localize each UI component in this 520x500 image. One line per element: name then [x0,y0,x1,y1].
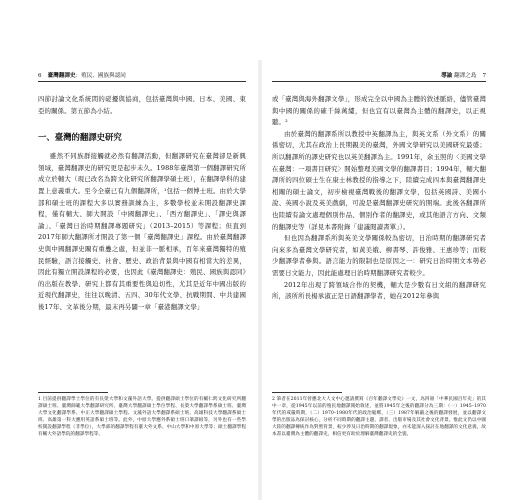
left-running-title [48,71,126,81]
right-page-number: 7 [482,73,486,79]
left-page-number: 6 [38,73,42,79]
left-header-rule [38,81,246,82]
right-paragraph-4: 2012年出現了跨領域合作的契機，輔大是少數有日文組的翻譯研究所，該所所長楊承淑正是日語翻譯學者，她在2012年參與 [272,280,486,301]
right-paragraph-2: 由於臺灣的翻譯系所以教授中英翻譯為主，與英文系（外文系）的關係密切，尤其在政治上長期親美的臺灣，外國文學研究以美國研究最盛；所以翻譯所的譯史研究也以英美翻譯為主。1991年，余玉照的〈美國文學在臺灣：一項書目研究〉開始整理美國文學的翻譯書目；1994年，輔大翻譯所的四位碩士生在康士林教授的指導之下，陸續完成四本與臺灣翻譯史相關的碩士論文，初步檢視臺灣戰後的翻譯文學，包括英國詩、美國小說、英國小說及英美戲劇，可說是臺灣翻譯史研究的開端。此後各翻譯所也陸續有論文處理個別作品、個別作者的翻譯史，或其他語言方向、文類的翻譯史等（詳見本書附錄「建議閱讀書單」）。 [272,129,486,231]
right-header-rule [272,81,486,82]
right-footnotes [272,392,486,439]
left-footnote-rule [38,392,108,393]
right-continued-paragraph: 或「臺灣與海外翻譯文學」，形成完全以中國為主體的敘述脈絡，儘管臺灣與中國的關係的確千絲萬縷，但也宜有以臺灣為主體的翻譯史，以正視聽。² [272,95,486,127]
right-footnote-rule [272,392,342,393]
footnote-2: 2 筆者在2011年曾應北大人文中心邀請撰寫《百年翻譯文學史》一文，為四冊「中華民國百年史」的其中一章，從1945年以前的殖民地翻譯開始敘述，並將1945年之後的翻譯分為三期：（一）1945–1970年代的戒嚴時期，（二）1970–1980年代的政治鬆綁，（三）1987年解嚴之後的翻譯發展，並以翻譯文學的出版品為探討核心，分析不同時期的翻譯主題、譯者、出版市場及其社會文化背景。惟此文仍以中國大陸的翻譯傳統作為對照背景，較少涉及日治時期的翻譯現象，亦未能深入探討在地翻譯的文化意義，故本書以臺灣為主體的翻譯史，相信更有助於理解臺灣翻譯史的全貌。 [272,397,486,438]
left-footnotes [38,392,246,439]
right-body [272,94,486,303]
left-running-title-rest: ：殖民、國族與認同 [75,73,126,79]
right-running-title-bold: 導論 [441,73,453,79]
footnote-1: 1 目前提供翻譯學士學位的有長榮大學和文藻外語大學。提供翻譯碩士學位的有輔仁跨文化研究所翻譯碩士班、臺灣師範大學翻譯研究所、臺灣大學翻譯碩士學位學程、長榮大學翻譯學系碩士班、臺灣大學文化翻譯學系、中正大學翻譯碩士學程、文藻外語大學翻譯系碩士班、高雄科技大學翻譯系碩士班、高雄第一科大應用英語系碩士班等。此外，中原大學應外系碩士班口筆譯組等，另外也有一些學校開設翻譯學程（非學位），大學部的翻譯學程有臺大外文系、中山大學和中原大學等；碩士翻譯學程有輔大外語學院的翻譯學程等。 [38,397,246,438]
right-running-title [441,71,476,81]
right-running-title-rest: 翻譯之島 [454,73,477,79]
section-heading: 一、臺灣的翻譯史研究 [38,132,122,143]
left-running-title-bold: 臺灣翻譯史 [47,73,76,79]
left-body [38,94,246,314]
right-page [260,0,520,500]
right-paragraph-3: 但也因為翻譯系所與英美文學關係較為密切，日治時期的翻譯研究者向來多為臺灣文學研究者，如黃美娥、柳書琴、許俊雅、王惠珍等；而較少翻譯學者參與。語言能力的限制也是原因之一：研究日治時期文本勢必需要日文能力，因此能處理日治時期翻譯研究者較少。 [272,234,486,277]
left-main-paragraph: 雖然不同族群接觸就必然有翻譯活動，但翻譯研究在臺灣卻是新興領域，臺灣翻譯史的研究更是起步未久。1988年臺灣第一個翻譯研究所成立於輔大（現已改名為跨文化研究所翻譯學碩士班），在翻譯學科的建置上意義重大。至今全臺已有九個翻譯所，¹包括一個博士班。由於大學部和碩士班的課程大多以實務訓練為主，多數學校並未開設翻譯史課程，僅有輔大、師大開設「中國翻譯史」、「西方翻譯史」、「譯史與譯論」、「臺灣日治時期翻譯專題研究」（2013–2015）等課程；但直到2017年師大翻譯所才開設了第一個「臺灣翻譯史」課程。由於臺灣翻譯史與中國翻譯史關有重疊之處，但並非一脈相承，百年來臺灣獨特的殖民經驗，語言接觸史、社會、歷史、政治背景與中國有相當大的差異，因此有獨立開設課程的必要，也因此《臺灣翻譯史：殖民、國族與認同》的出版在教學、研究上都有其重要性與迫切性，尤其是近年中國出版的近現代翻譯史，往往以晚清、五四、30年代文學、抗戰期間、中共建國後17年、文革後分期，最末再另闢一章「臺港翻譯文學」 [38,152,246,311]
left-intro-paragraph: 四節討論文化系統間的磋擾與協商，包括臺灣與中國、日本、美國、東亞的關係。第五節為小結。 [38,95,246,115]
